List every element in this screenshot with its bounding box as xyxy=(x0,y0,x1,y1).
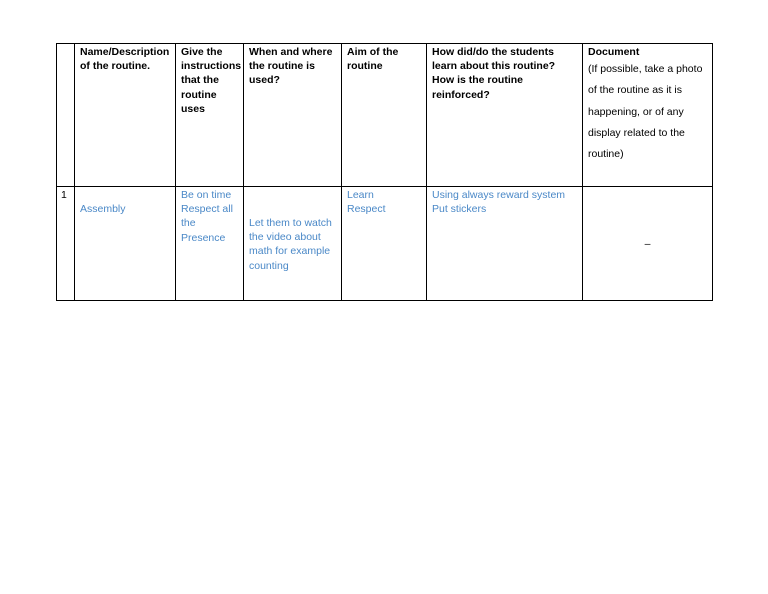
header-document-title: Document xyxy=(588,46,640,58)
how-learn-item: Using always reward system xyxy=(432,189,566,201)
aim-item: Learn xyxy=(347,189,374,201)
header-number xyxy=(57,44,75,187)
how-learn-cell xyxy=(427,187,583,301)
routine-name-cell: Assembly xyxy=(75,187,176,301)
row-number: 1 xyxy=(57,187,75,301)
routine-table xyxy=(56,43,713,301)
when-where-cell: Let them to watch the video about math for example counting xyxy=(244,187,342,301)
header-document xyxy=(583,44,713,187)
aim-item: Respect xyxy=(347,203,386,216)
instruction-item: Be on time xyxy=(181,189,232,201)
instructions-cell xyxy=(176,187,244,301)
how-learn-item: Put stickers xyxy=(432,203,487,216)
header-document-note: (If possible, take a photo of the routine as it is happening, or of any display related to the routine) xyxy=(588,63,703,161)
header-name: Name/Description of the routine. xyxy=(75,44,176,187)
table-header-row xyxy=(57,44,713,187)
document-cell: – xyxy=(583,187,713,301)
table-row xyxy=(57,187,713,301)
header-when-where: When and where the routine is used? xyxy=(244,44,342,187)
header-aim: Aim of the routine xyxy=(342,44,427,187)
instruction-item: Respect all the Presence xyxy=(181,203,233,244)
aim-cell xyxy=(342,187,427,301)
header-instructions: Give the instructions that the routine uses xyxy=(176,44,244,187)
header-how-learn: How did/do the students learn about this routine? How is the routine reinforced? xyxy=(427,44,583,187)
